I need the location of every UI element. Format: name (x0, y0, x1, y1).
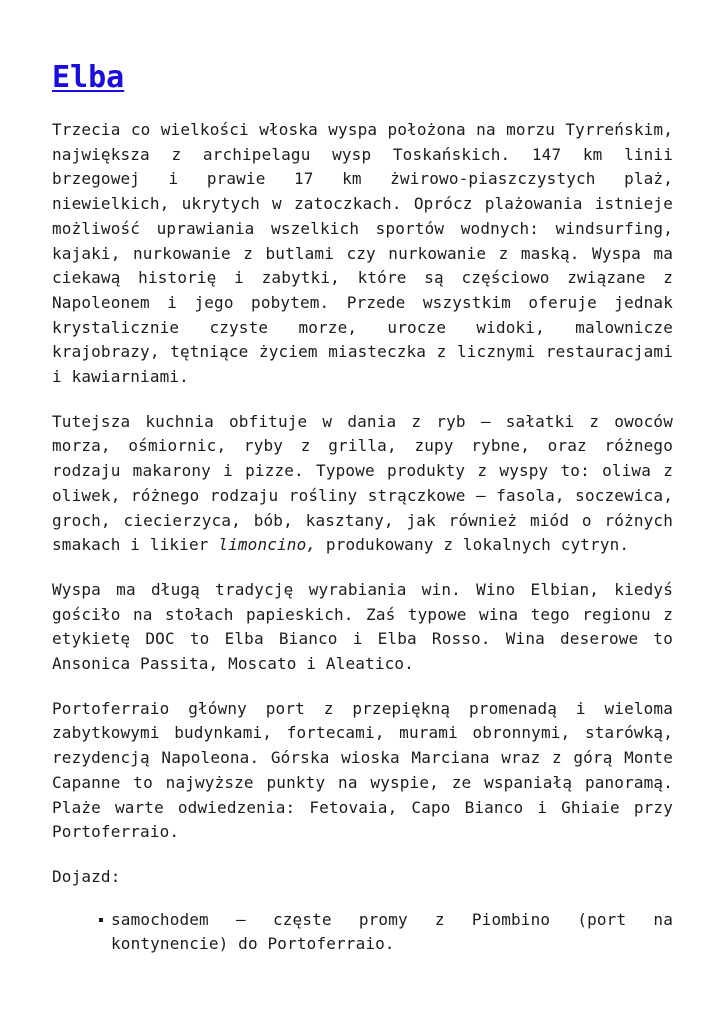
list-item-text: samochodem – częste promy z Piombino (port na kontynencie) do Portoferraio. (111, 909, 673, 954)
paragraph-cuisine-emphasis: limoncino, (218, 535, 317, 555)
access-list (52, 908, 673, 957)
article (52, 60, 673, 957)
list-item (111, 908, 673, 957)
paragraph-cuisine (52, 410, 673, 558)
article-title (52, 60, 673, 96)
paragraph-cuisine-text-end: produkowany z lokalnych cytryn. (316, 535, 630, 555)
article-title-link[interactable]: Elba (52, 60, 125, 95)
paragraph-portoferraio: Portoferraio główny port z przepiękną promenadą i wieloma zabytkowymi budynkami, fortecami, murami obronnymi, starówką, rezydencją Napoleona. Górska wioska Marciana wraz z górą Monte Capanne to najwyższe punkty na wyspie, ze wspaniałą panoramą. Plaże warte odwiedzenia: Fetovaia, Capo Bianco i Ghiaie przy Portoferraio. (52, 698, 673, 842)
paragraph-cuisine-text: Tutejsza kuchnia obfituje w dania z ryb – sałatki z owoców morza, ośmiornic, ryby z grilla, zupy rybne, oraz różnego rodzaju makarony i pizze. Typowe produkty z wyspy to: oliwa z oliwek, różnego rodzaju rośliny strączkowe – fasola, soczewica, groch, ciecierzyca, bób, kasztany, jak również miód o różnych smakach i likier (52, 411, 673, 555)
bullet-icon (99, 918, 103, 922)
paragraph-access-heading: Dojazd: (52, 866, 121, 886)
paragraph-intro: Trzecia co wielkości włoska wyspa położona na morzu Tyrreńskim, największa z archipelagu wysp Toskańskich. 147 km linii brzegowej i prawie 17 km żwirowo-piaszczystych plaż, niewielkich, ukrytych w zatoczkach. Oprócz plażowania istnieje możliwość uprawiania wszelkich sportów wodnych: windsurfing, kajaki, nurkowanie z butlami czy nurkowanie z maską. Wyspa ma ciekawą historię i zabytki, które są częściowo związane z Napoleonem i jego pobytem. Przede wszystkim oferuje jednak krystalicznie czyste morze, urocze widoki, malownicze krajobrazy, tętniące życiem miasteczka z licznymi restauracjami i kawiarniami. (52, 120, 673, 387)
paragraph-wine: Wyspa ma długą tradycję wyrabiania win. Wino Elbian, kiedyś gościło na stołach papieskich. Zaś typowe wina tego regionu z etykietę DOC to Elba Bianco i Elba Rosso. Wina deserowe to Ansonica Passita, Moscato i Aleatico. (52, 579, 673, 674)
